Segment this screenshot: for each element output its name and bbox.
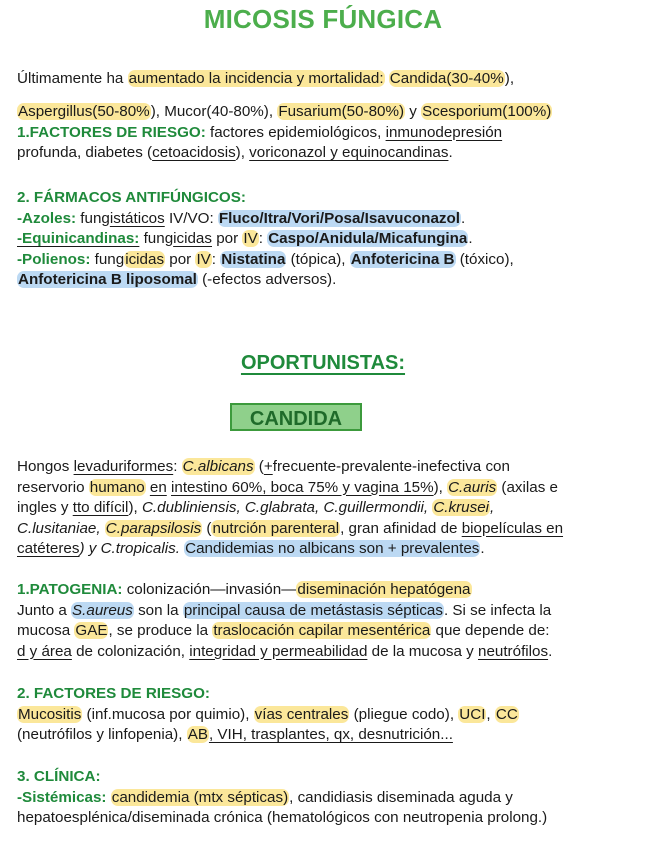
intro-paragraph	[17, 69, 641, 90]
highlight-blue: principal causa de metástasis sépticas	[183, 601, 443, 619]
underlined-text: cetoacidosis	[152, 144, 236, 161]
underlined-text: d y área	[17, 642, 72, 660]
highlight-yellow: Mucositis	[18, 705, 82, 723]
text-run: , candidiasis diseminada aguda y	[289, 788, 513, 806]
text-run: ),	[433, 478, 448, 496]
highlight-yellow: IV	[243, 230, 258, 247]
text-run: que depende de:	[431, 622, 550, 639]
highlight-yellow: AB	[187, 726, 208, 743]
text-run: , se produce la	[108, 622, 213, 639]
text-line: hepatoesplénica/diseminada crónica (hematológicos con neutropenia prolong.)	[17, 809, 548, 826]
highlight-yellow: CC	[495, 705, 518, 723]
drug-class-label: -Equinicandinas:	[17, 230, 140, 247]
risk-factors-section	[17, 684, 641, 746]
text-line	[17, 229, 641, 250]
text-run: frecuente-prevalente-inefectiva con	[272, 458, 510, 475]
text-run: .	[548, 642, 553, 660]
highlight-yellow: humano	[89, 478, 145, 496]
text-line	[17, 123, 641, 144]
text-run: factores epidemiológicos,	[205, 123, 386, 141]
text-line	[17, 580, 641, 601]
page-title: MICOSIS FÚNGICA	[203, 4, 443, 34]
highlight-yellow: nutrción parenteral	[212, 519, 340, 537]
underlined-text: levaduriformes	[73, 458, 174, 475]
text-run: (neutrófilos y linfopenia),	[17, 726, 187, 743]
text-line	[17, 642, 641, 663]
highlight-yellow: aumentado la incidencia y mortalidad:	[128, 70, 384, 87]
highlight-yellow: C.albicans	[182, 458, 254, 475]
text-run: , gran afinidad de	[340, 519, 462, 537]
text-run: ), Mucor(40-80%),	[150, 103, 278, 120]
text-run: .	[480, 540, 485, 557]
text-line	[17, 705, 641, 726]
highlight-blue: Fluco/Itra/Vori/Posa/Isavuconazol	[218, 209, 460, 227]
drug-class-label: -Polienos:	[17, 250, 91, 268]
text-run: (	[254, 458, 264, 475]
text-run: .	[461, 209, 466, 227]
text-line	[17, 539, 641, 560]
highlight-yellow: Scesporium(100%)	[422, 103, 552, 120]
highlight-yellow: diseminación hepatógena	[297, 581, 471, 598]
text-run: ),	[235, 144, 250, 161]
section-heading: 2. FACTORES DE RIESGO:	[17, 685, 210, 702]
underlined-text: +	[263, 458, 273, 475]
drug-class-label: -Azoles:	[17, 209, 77, 227]
section-heading: 1.FACTORES DE RIESGO:	[17, 123, 206, 141]
text-run: ,	[490, 499, 495, 516]
underlined-text: intestino 60%, boca 75% y vagina 15%	[171, 478, 434, 496]
text-run: Junto a	[17, 601, 72, 619]
text-run: colonización—invasión—	[122, 581, 297, 598]
text-line	[17, 788, 641, 809]
text-run: fung	[139, 230, 174, 247]
text-run: (tóxico),	[455, 250, 514, 268]
highlight-yellow: Aspergillus(50-80%	[18, 103, 150, 120]
text-run: por	[165, 250, 196, 268]
highlight-yellow: IV	[196, 250, 211, 268]
text-run: de colonización,	[71, 642, 190, 660]
drugs-section	[17, 188, 641, 291]
text-line	[17, 478, 641, 499]
intro-paragraph-2	[17, 102, 641, 164]
text-run: (axilas e	[497, 478, 558, 496]
text-run: C.dubliniensis, C.glabrata, C.guillermondii,	[141, 499, 433, 516]
text-run: ),	[504, 70, 515, 87]
text-run: :	[211, 250, 221, 268]
underlined-text: , VIH, trasplantes, qx, desnutrición...	[208, 726, 453, 743]
text-run: ,	[486, 705, 495, 723]
patogenia-section	[17, 580, 641, 662]
underlined-text: en	[149, 478, 167, 496]
highlight-yellow: traslocación capilar mesentérica	[213, 622, 431, 639]
text-run: :	[258, 230, 268, 247]
section-heading: 3. CLÍNICA:	[17, 768, 101, 785]
text-run: mucosa	[17, 622, 75, 639]
candida-description	[17, 457, 641, 560]
text-line	[17, 102, 641, 123]
highlight-yellow: Candida(30-40%	[389, 70, 504, 87]
section-heading: 1.PATOGENIA:	[17, 581, 123, 598]
text-run: reservorio	[17, 478, 89, 496]
opportunists-heading: OPORTUNISTAS:	[240, 352, 406, 374]
underlined-text: integridad y permeabilidad	[189, 642, 368, 660]
underlined-text: tto difícil	[72, 499, 129, 516]
text-line	[17, 621, 641, 642]
text-line	[17, 601, 641, 622]
text-run: de la mucosa y	[367, 642, 478, 660]
text-run: ingles y	[17, 499, 73, 516]
text-line	[17, 457, 641, 478]
highlight-yellow: GAE	[75, 622, 108, 639]
text-run: ),	[128, 499, 142, 516]
text-line	[17, 209, 641, 230]
underlined-text: biopelículas en	[461, 519, 564, 537]
text-run: (pliegue codo),	[349, 705, 459, 723]
text-run: (	[202, 519, 212, 537]
highlight-yellow: Fusarium(50-80%)	[278, 103, 405, 120]
text-line	[17, 519, 641, 540]
text-run: y	[405, 103, 422, 120]
text-run: C.lusitaniae,	[17, 519, 105, 537]
underlined-text: voriconazol y equinocandinas	[249, 144, 449, 161]
underlined-text: istáticos	[109, 209, 165, 227]
highlight-blue: Nistatina	[221, 250, 286, 268]
underlined-text: neutrófilos	[478, 642, 549, 660]
text-line	[17, 725, 641, 746]
text-run: . Si se infecta la	[443, 601, 552, 619]
highlight-blue: Caspo/Anidula/Micafungina	[268, 230, 468, 247]
highlight-blue: Candidemias no albicans son + prevalentes	[185, 540, 480, 557]
text-run: (inf.mucosa por quimio),	[82, 705, 254, 723]
underlined-text: inmunodepresión	[385, 123, 503, 141]
highlight-yellow: vías centrales	[254, 705, 349, 723]
highlight-yellow: C.parapsilosis	[105, 519, 202, 537]
text-run: Últimamente ha	[17, 70, 128, 87]
text-run: (-efectos adversos).	[197, 271, 337, 288]
highlight-yellow: icidas	[125, 250, 165, 268]
highlight-yellow: C.auris	[448, 478, 497, 496]
highlight-blue: Anfotericina B liposomal	[18, 271, 197, 288]
text-run: IV/VO:	[164, 209, 218, 227]
text-run: fung	[76, 209, 110, 227]
text-run: fung	[90, 250, 125, 268]
highlight-blue: Anfotericina B	[350, 250, 455, 268]
text-line	[17, 69, 641, 90]
text-line	[17, 250, 641, 271]
text-run: .	[468, 230, 473, 247]
text-run: profunda, diabetes (	[17, 144, 153, 161]
text-run: son la	[133, 601, 183, 619]
clinical-section	[17, 767, 641, 829]
text-run: :	[173, 458, 182, 475]
section-heading: 2. FÁRMACOS ANTIFÚNGICOS:	[17, 189, 246, 206]
text-line	[17, 270, 641, 291]
highlight-blue: S.aureus	[72, 601, 133, 619]
text-run: ) y C.tropicalis.	[79, 540, 185, 557]
underlined-text: catéteres	[17, 540, 80, 557]
text-line	[17, 498, 641, 519]
text-run: por	[211, 230, 243, 247]
text-run: .	[448, 144, 453, 161]
candida-heading: CANDIDA	[249, 408, 343, 430]
highlight-yellow: candidemia (mtx sépticas)	[111, 788, 289, 806]
text-line	[17, 143, 641, 164]
text-run: (tópica),	[286, 250, 350, 268]
underlined-text: icidas	[173, 230, 212, 247]
text-run: Hongos	[17, 458, 74, 475]
subsection-label: -Sistémicas:	[17, 788, 107, 806]
highlight-yellow: C.krusei	[433, 499, 490, 516]
highlight-yellow: UCI	[459, 705, 486, 723]
